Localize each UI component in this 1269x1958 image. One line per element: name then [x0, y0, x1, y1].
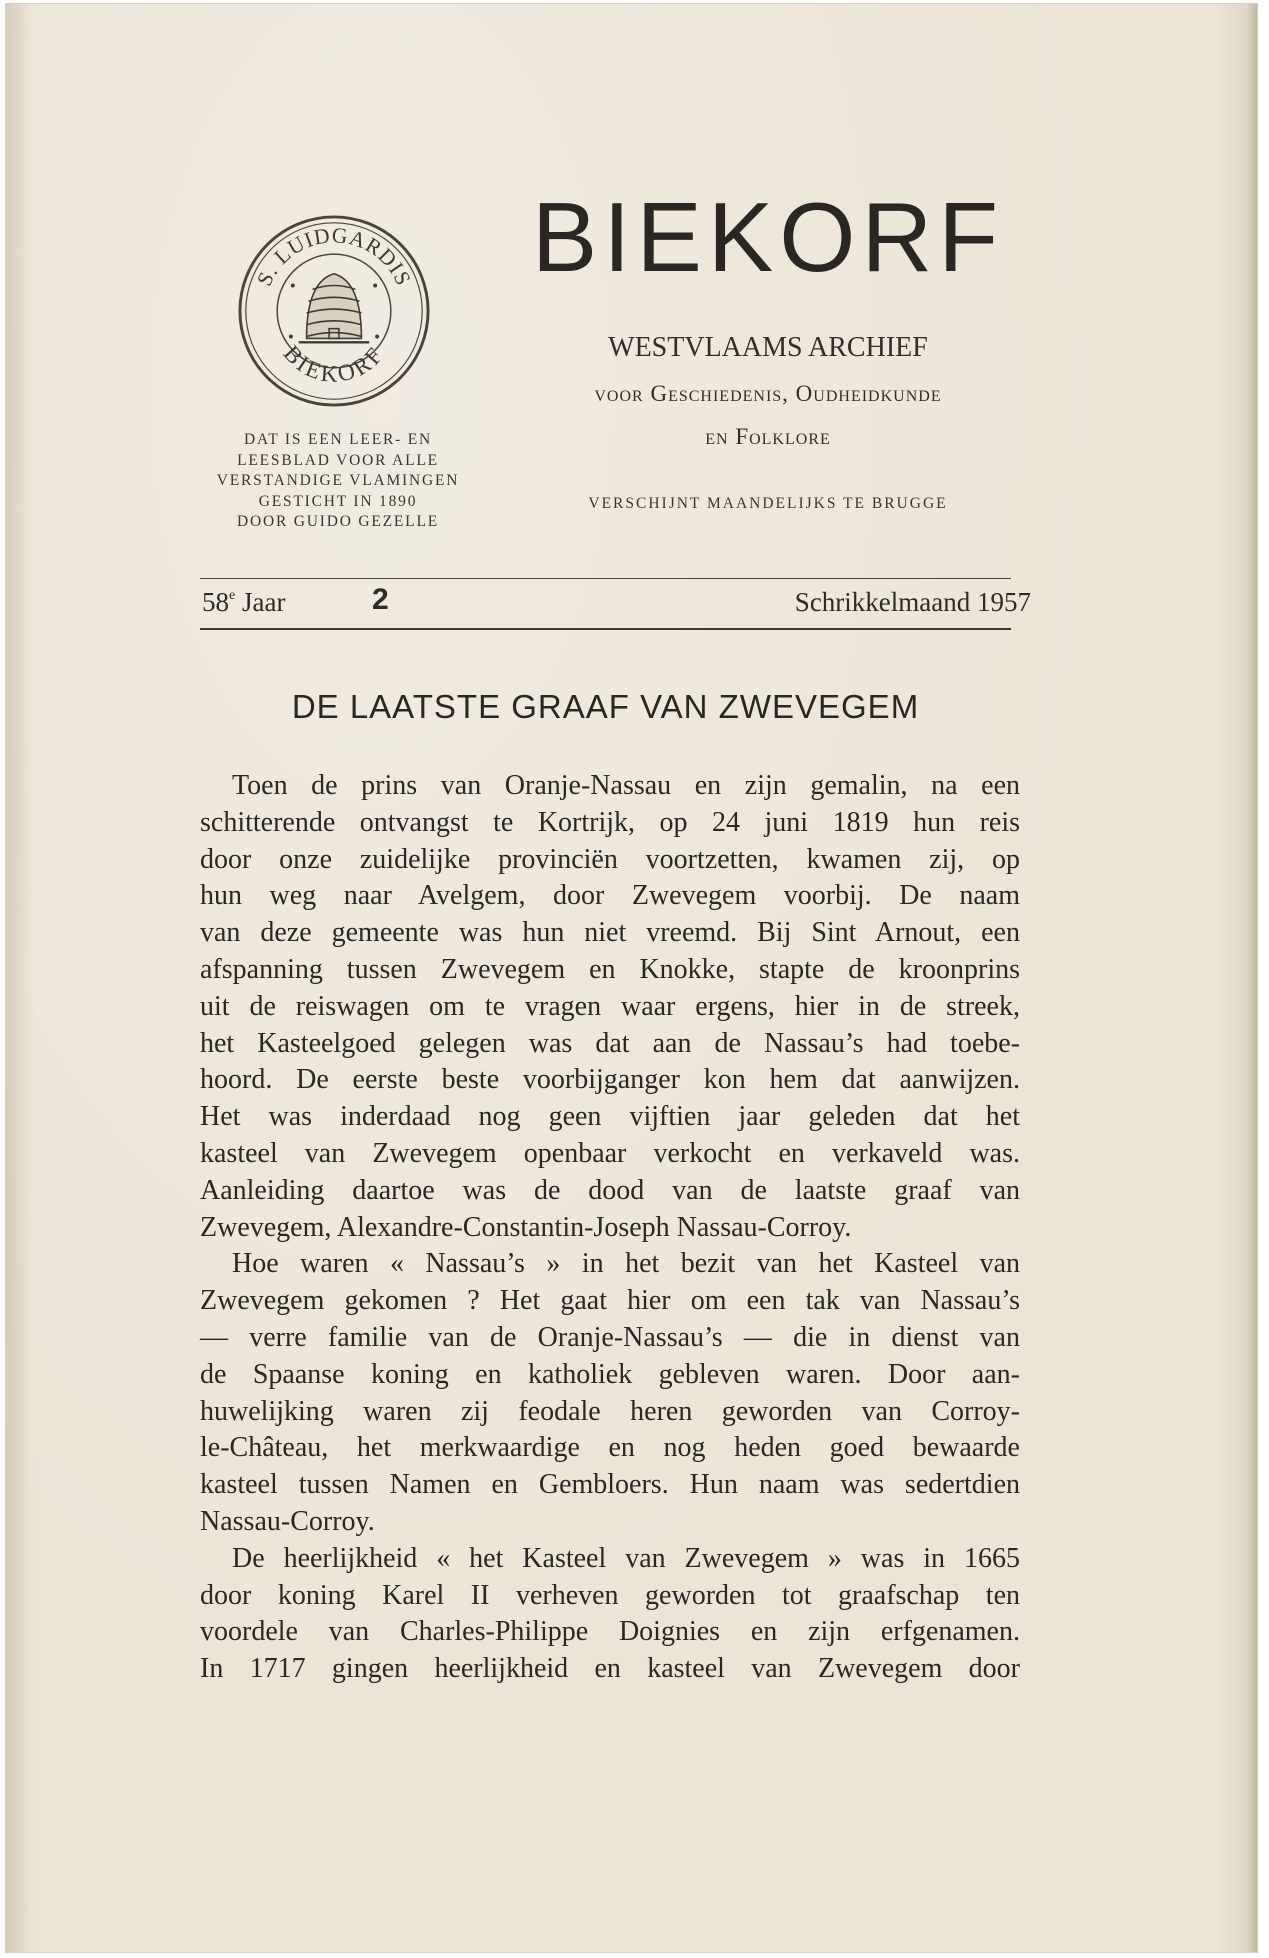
- issue-year: [202, 587, 285, 618]
- seal-ring-bottom-text: BIEKORF: [277, 340, 391, 389]
- body-line: — verre familie van de Oranje-Nassau’s — die in dienst van: [200, 1321, 1020, 1353]
- motto-line: DAT IS EEN LEER- EN: [243, 431, 433, 448]
- issue-year-number: 58: [202, 587, 229, 617]
- motto-line: GESTICHT IN 1890: [258, 492, 418, 510]
- body-line: het Kasteelgoed gelegen was dat aan de Nassau’s had toebe-: [200, 1027, 1020, 1059]
- masthead-subtitle: WESTVLAAMS ARCHIEF: [608, 332, 928, 363]
- masthead-subtitle-2: voor Geschiedenis, Oudheidkunde: [594, 381, 942, 406]
- body-line: hoord. De eerste beste voorbijganger kon hem dat aanwijzen.: [200, 1064, 1020, 1096]
- body-line: uit de reiswagen om te vragen waar ergens, hier in de streek,: [200, 990, 1020, 1022]
- divider-bottom: [200, 628, 1011, 630]
- issue-date: Schrikkelmaand 1957: [794, 587, 1031, 617]
- body-line: kasteel van Zwevegem openbaar verkocht en verkaveld was.: [200, 1137, 1020, 1169]
- body-line: door onze zuidelijke provinciën voortzetten, kwamen zij, op: [200, 843, 1020, 875]
- body-line: schitterende ontvangst te Kortrijk, op 24 juni 1819 hun reis: [200, 806, 1020, 838]
- motto-block: [178, 430, 498, 533]
- body-line: Zwevegem, Alexandre-Constantin-Joseph Nassau-Corroy.: [200, 1211, 852, 1243]
- article-title: DE LAATSTE GRAAF VAN ZWEVEGEM: [291, 688, 920, 725]
- body-line: voordele van Charles-Philippe Doignies en zijn erfgenamen.: [200, 1616, 1020, 1648]
- beehive-seal-icon: [236, 213, 432, 409]
- issue-number: 2: [372, 583, 389, 616]
- issue-year-label: Jaar: [241, 587, 286, 617]
- page-edge: [1247, 4, 1257, 1952]
- body-line: door koning Karel II verheven geworden tot graafschap ten: [200, 1579, 1020, 1611]
- issue-year-suffix: e: [229, 588, 236, 603]
- svg-text:BIEKORF: [278, 341, 390, 388]
- body-line: van deze gemeente was hun niet vreemd. Bij Sint Arnout, een: [200, 917, 1020, 949]
- motto-line: LEESBLAD VOOR ALLE: [237, 451, 439, 469]
- body-line: hun weg naar Avelgem, door Zwevegem voorbij. De naam: [200, 880, 1020, 912]
- body-line: In 1717 gingen heerlijkheid en kasteel van Zwevegem door: [200, 1653, 1020, 1685]
- body-line: le-Château, het merkwaardige en nog heden goed bewaarde: [200, 1432, 1020, 1464]
- body-line: De heerlijkheid « het Kasteel van Zwevegem » was in 1665: [232, 1542, 1020, 1574]
- body-line: Het was inderdaad nog geen vijftien jaar geleden dat het: [200, 1101, 1020, 1133]
- masthead-subtitle-3: en Folklore: [705, 424, 831, 449]
- body-line: Toen de prins van Oranje-Nassau en zijn gemalin, na een: [232, 770, 1020, 801]
- body-line: Zwevegem gekomen ? Het gaat hier om een tak van Nassau’s: [200, 1285, 1020, 1317]
- body-line: Nassau-Corroy.: [200, 1505, 375, 1537]
- body-line: huwelijking waren zij feodale heren geworden van Corroy-: [200, 1395, 1020, 1427]
- body-line: Aanleiding daartoe was de dood van de laatste graaf van: [200, 1174, 1020, 1206]
- body-line: Hoe waren « Nassau’s » in het bezit van het Kasteel van: [232, 1248, 1020, 1280]
- divider-top: [200, 578, 1011, 579]
- spine-shadow: [6, 4, 32, 1952]
- motto-line: DOOR GUIDO GEZELLE: [236, 513, 439, 530]
- masthead-title: BIEKORF: [531, 182, 1005, 292]
- body-line: de Spaanse koning en katholiek gebleven waren. Door aan-: [200, 1358, 1020, 1390]
- body-line: kasteel tussen Namen en Gembloers. Hun naam was sedertdien: [200, 1469, 1020, 1501]
- seal-ring-top-text: S. LUIDGARDIS: [252, 223, 416, 290]
- article-body: [200, 768, 1020, 1688]
- publication-frequency: VERSCHIJNT MAANDELIJKS TE BRUGGE: [588, 495, 948, 512]
- body-line: afspanning tussen Zwevegem en Knokke, stapte de kroonprins: [200, 953, 1020, 985]
- motto-line: VERSTANDIGE VLAMINGEN: [216, 472, 460, 489]
